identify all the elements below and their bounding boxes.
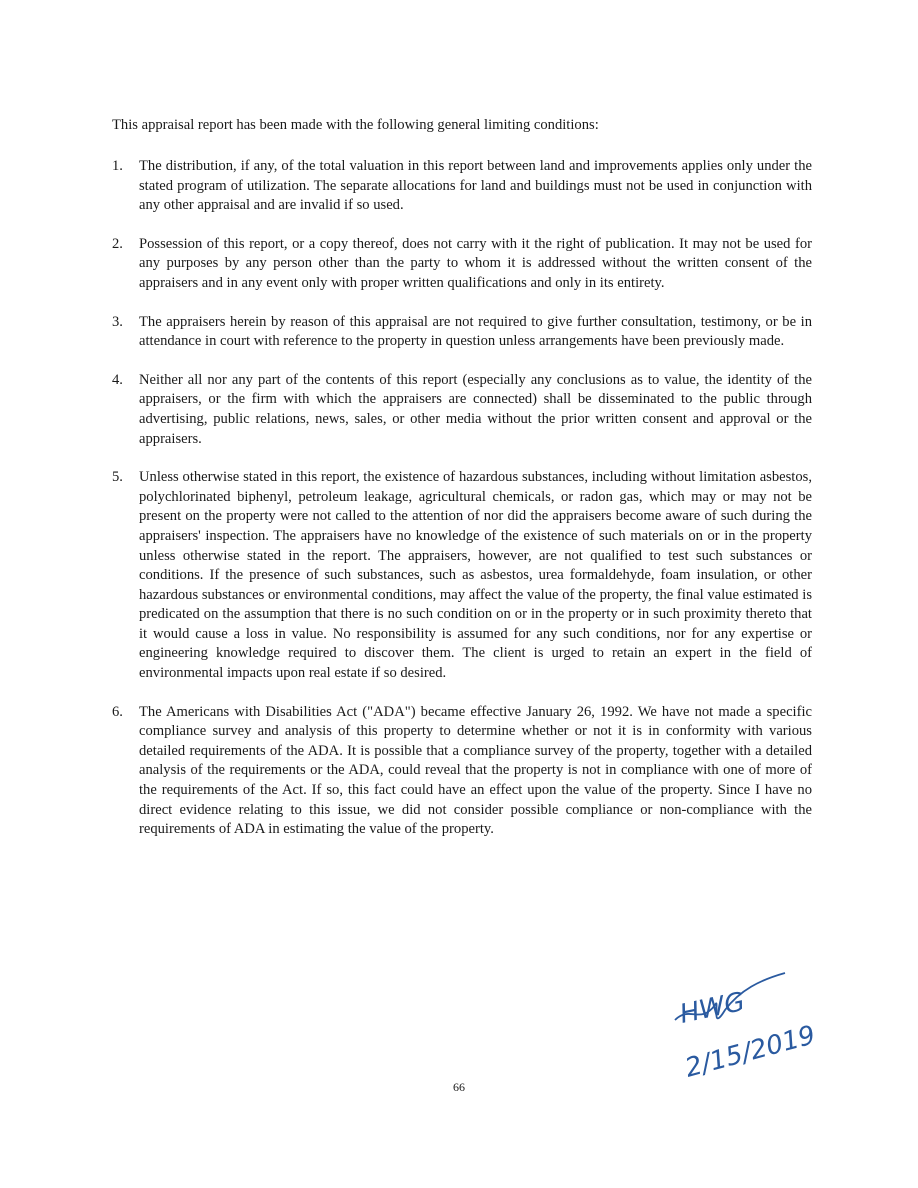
signature-initials: HWG (677, 986, 748, 1030)
condition-number: 4. (112, 371, 123, 388)
condition-item (112, 235, 812, 294)
condition-item (112, 371, 812, 449)
condition-item (112, 703, 812, 840)
condition-text: Possession of this report, or a copy thereof, does not carry with it the right of publication. It may not be used for any purposes by any person other than the party to whom it is addressed without the written consent of the appraisers and in any event only with proper written qualifications and only in its entirety. (139, 235, 812, 291)
condition-number: 3. (112, 313, 123, 330)
intro-text: This appraisal report has been made with the following general limiting conditions: (112, 117, 599, 133)
condition-text: Unless otherwise stated in this report, the existence of hazardous substances, including without limitation asbestos, polychlorinated biphenyl, petroleum leakage, agricultural chemicals, or radon gas, which may or may not be present on the property were not called to the attention of nor did the appraisers become aware of such during the appraisers' inspection. The appraisers have no knowledge of the existence of such materials on or in the property unless otherwise stated in the report. The appraisers, however, are not qualified to test such substances or conditions. If the presence of such substances, such as asbestos, urea formaldehyde, foam insulation, or other hazardous substances or environmental conditions, may affect the value of the property, the final value estimated is predicated on the assumption that there is no such condition on or in the property or in such proximity thereto that it would cause a loss in value. No responsibility is assumed for any such conditions, nor for any expertise or engineering knowledge required to discover them. The client is urged to retain an expert in the field of environmental impacts upon real estate if so desired. (139, 469, 812, 682)
condition-number: 2. (112, 235, 123, 252)
handwritten-signature (660, 965, 830, 1085)
condition-item (112, 468, 812, 684)
condition-number: 6. (112, 703, 123, 720)
condition-text: The Americans with Disabilities Act ("ADA") became effective January 26, 1992. We have not made a specific compliance survey and analysis of this property to determine whether or not it is in conformity with various detailed requirements of the ADA. It is possible that a compliance survey of the property, together with a detailed analysis of the requirements or the ADA, could reveal that the property is not in compliance with one of more of the requirements of the Act. If so, this fact could have an effect upon the value of the property. Since I have no direct evidence relating to this issue, we did not consider possible compliance or non-compliance with the requirements of ADA in estimating the value of the property. (139, 703, 812, 838)
signature-date: 2/15/2019 (682, 1020, 819, 1084)
limiting-conditions-list (112, 157, 812, 859)
page-number: 66 (453, 1080, 465, 1094)
condition-text: The distribution, if any, of the total valuation in this report between land and improvements applies only under the stated program of utilization. The separate allocations for land and buildings must not be used in conjunction with any other appraisal and are invalid if so used. (139, 158, 812, 214)
condition-text: Neither all nor any part of the contents of this report (especially any conclusions as to value, the identity of the appraisers, or the firm with which the appraisers are connected) shall be disseminated to the public through advertising, public relations, news, sales, or other media without the prior written consent and approval or the appraisers. (139, 371, 812, 447)
condition-number: 1. (112, 158, 123, 174)
condition-number: 5. (112, 469, 123, 486)
condition-text: The appraisers herein by reason of this appraisal are not required to give further consultation, testimony, or be in attendance in court with reference to the property in question unless arrangements have been previously made. (139, 313, 812, 350)
condition-item (112, 313, 812, 352)
condition-item (112, 157, 812, 216)
